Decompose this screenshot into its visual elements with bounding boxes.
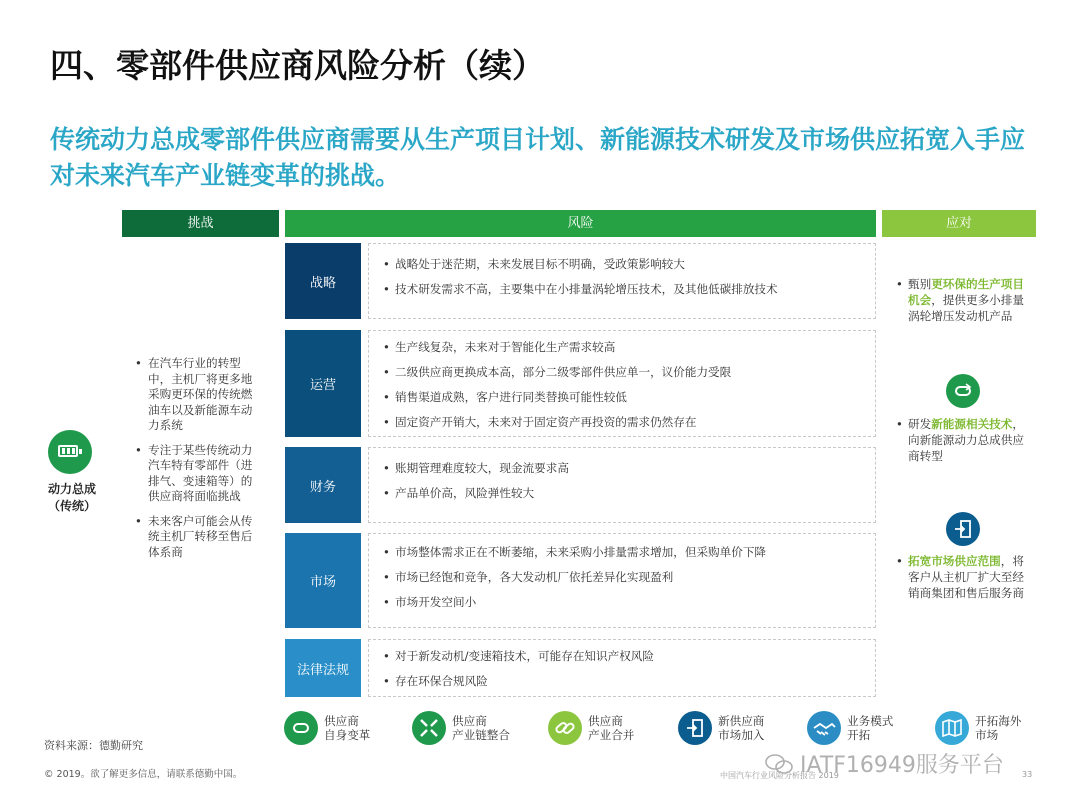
risk-item: • 二级供应商更换成本高，部分二级零部件供应单一，议价能力受限 [383,360,875,385]
watermark [764,748,1004,779]
page-number: 33 [1022,770,1033,779]
response-highlight: 拓宽市场供应范围 [908,554,1001,568]
challenge-item: • 专注于某些传统动力汽车特有零部件（进排气、变速箱等）的供应商将面临挑战 [134,443,262,505]
response-item [896,553,1028,601]
map-icon [935,711,969,745]
strategy-label: 新供应商 市场加入 [718,714,765,742]
response-highlight: 新能源相关技术 [931,417,1013,431]
risk-category-market: 市场 [285,533,361,628]
response-post: ，提供更多小排量涡轮增压发动机产品 [908,293,1024,323]
challenge-list [134,356,262,569]
challenge-item: • 在汽车行业的转型中，主机厂将更多地采购更环保的传统燃油车以及新能源车动力系统 [134,356,262,434]
risk-item: • 生产线复杂，未来对于智能化生产需求较高 [383,335,875,360]
risk-item: • 固定资产开销大，未来对于固定资产再投资的需求仍然存在 [383,410,875,435]
risk-item: • 市场整体需求正在不断萎缩，未来采购小排量需求增加，但采购单价下降 [383,540,875,565]
risk-box-operation [368,330,876,437]
risk-category-strategy: 战略 [285,243,361,319]
strategy-label: 供应商 自身变革 [324,714,371,742]
page-subtitle: 传统动力总成零部件供应商需要从生产项目计划、新能源技术研发及市场供应拓宽入手应对未来汽车产业链变革的挑战。 [50,125,1026,190]
link-icon [548,711,582,745]
cycle-icon [946,374,980,408]
risk-category-legal: 法律法规 [285,639,361,697]
strategy-label: 开拓海外 市场 [975,714,1022,742]
response-item [896,416,1028,464]
wechat-icon [764,752,794,776]
risk-item: • 产品单价高，风险弹性较大 [383,481,875,506]
risk-item: • 战略处于迷茫期，未来发展目标不明确，受政策影响较大 [383,252,875,277]
converge-icon [412,711,446,745]
risk-category-finance: 财务 [285,447,361,523]
copyright: © 2019。欲了解更多信息，请联系德勤中国。 [44,769,243,780]
source-note: 资料来源：德勤研究 [44,739,143,752]
header-risk: 风险 [285,210,876,237]
powertrain-label: 动力总成 （传统） [47,482,96,513]
enter-icon [946,512,980,546]
risk-item: • 对于新发动机/变速箱技术，可能存在知识产权风险 [383,644,875,669]
risk-category-operation: 运营 [285,330,361,437]
watermark-text: IATF16949服务平台 [800,753,1004,778]
risk-item: • 账期管理难度较大，现金流要求高 [383,456,875,481]
response-post: ，向新能源动力总成供应商转型 [908,417,1024,463]
strategy-label: 供应商 产业合并 [588,714,635,742]
response-pre: 研发 [908,417,932,431]
response-highlight: 更环保的生产项目机会 [908,277,1024,307]
response-item [896,276,1028,324]
risk-item: • 市场开发空间小 [383,590,875,615]
footer-report-title: 中国汽车行业风险分析报告 2019 [720,771,839,780]
battery-icon [48,430,92,474]
response-pre: 甄别 [908,277,932,291]
response-post: ，将客户从主机厂扩大至经销商集团和售后服务商 [908,554,1024,600]
header-challenge: 挑战 [122,210,279,237]
page-title: 四、零部件供应商风险分析（续） [50,46,545,85]
risk-box-market [368,533,876,628]
challenge-item: • 未来客户可能会从传统主机厂转移至售后体系商 [134,514,262,561]
risk-box-strategy [368,243,876,319]
handshake-icon [807,711,841,745]
risk-item: • 市场已经饱和竞争，各大发动机厂依托差异化实现盈利 [383,565,875,590]
enter-icon [678,711,712,745]
risk-item: • 技术研发需求不高，主要集中在小排量涡轮增压技术，及其他低碳排放技术 [383,277,875,302]
risk-box-finance [368,447,876,523]
cycle-icon [284,711,318,745]
risk-box-legal [368,639,876,697]
strategy-label: 供应商 产业链整合 [452,714,510,742]
strategy-label: 业务模式 开拓 [847,714,894,742]
risk-item: • 存在环保合规风险 [383,669,875,694]
risk-item: • 销售渠道成熟，客户进行同类替换可能性较低 [383,385,875,410]
header-response: 应对 [882,210,1036,237]
